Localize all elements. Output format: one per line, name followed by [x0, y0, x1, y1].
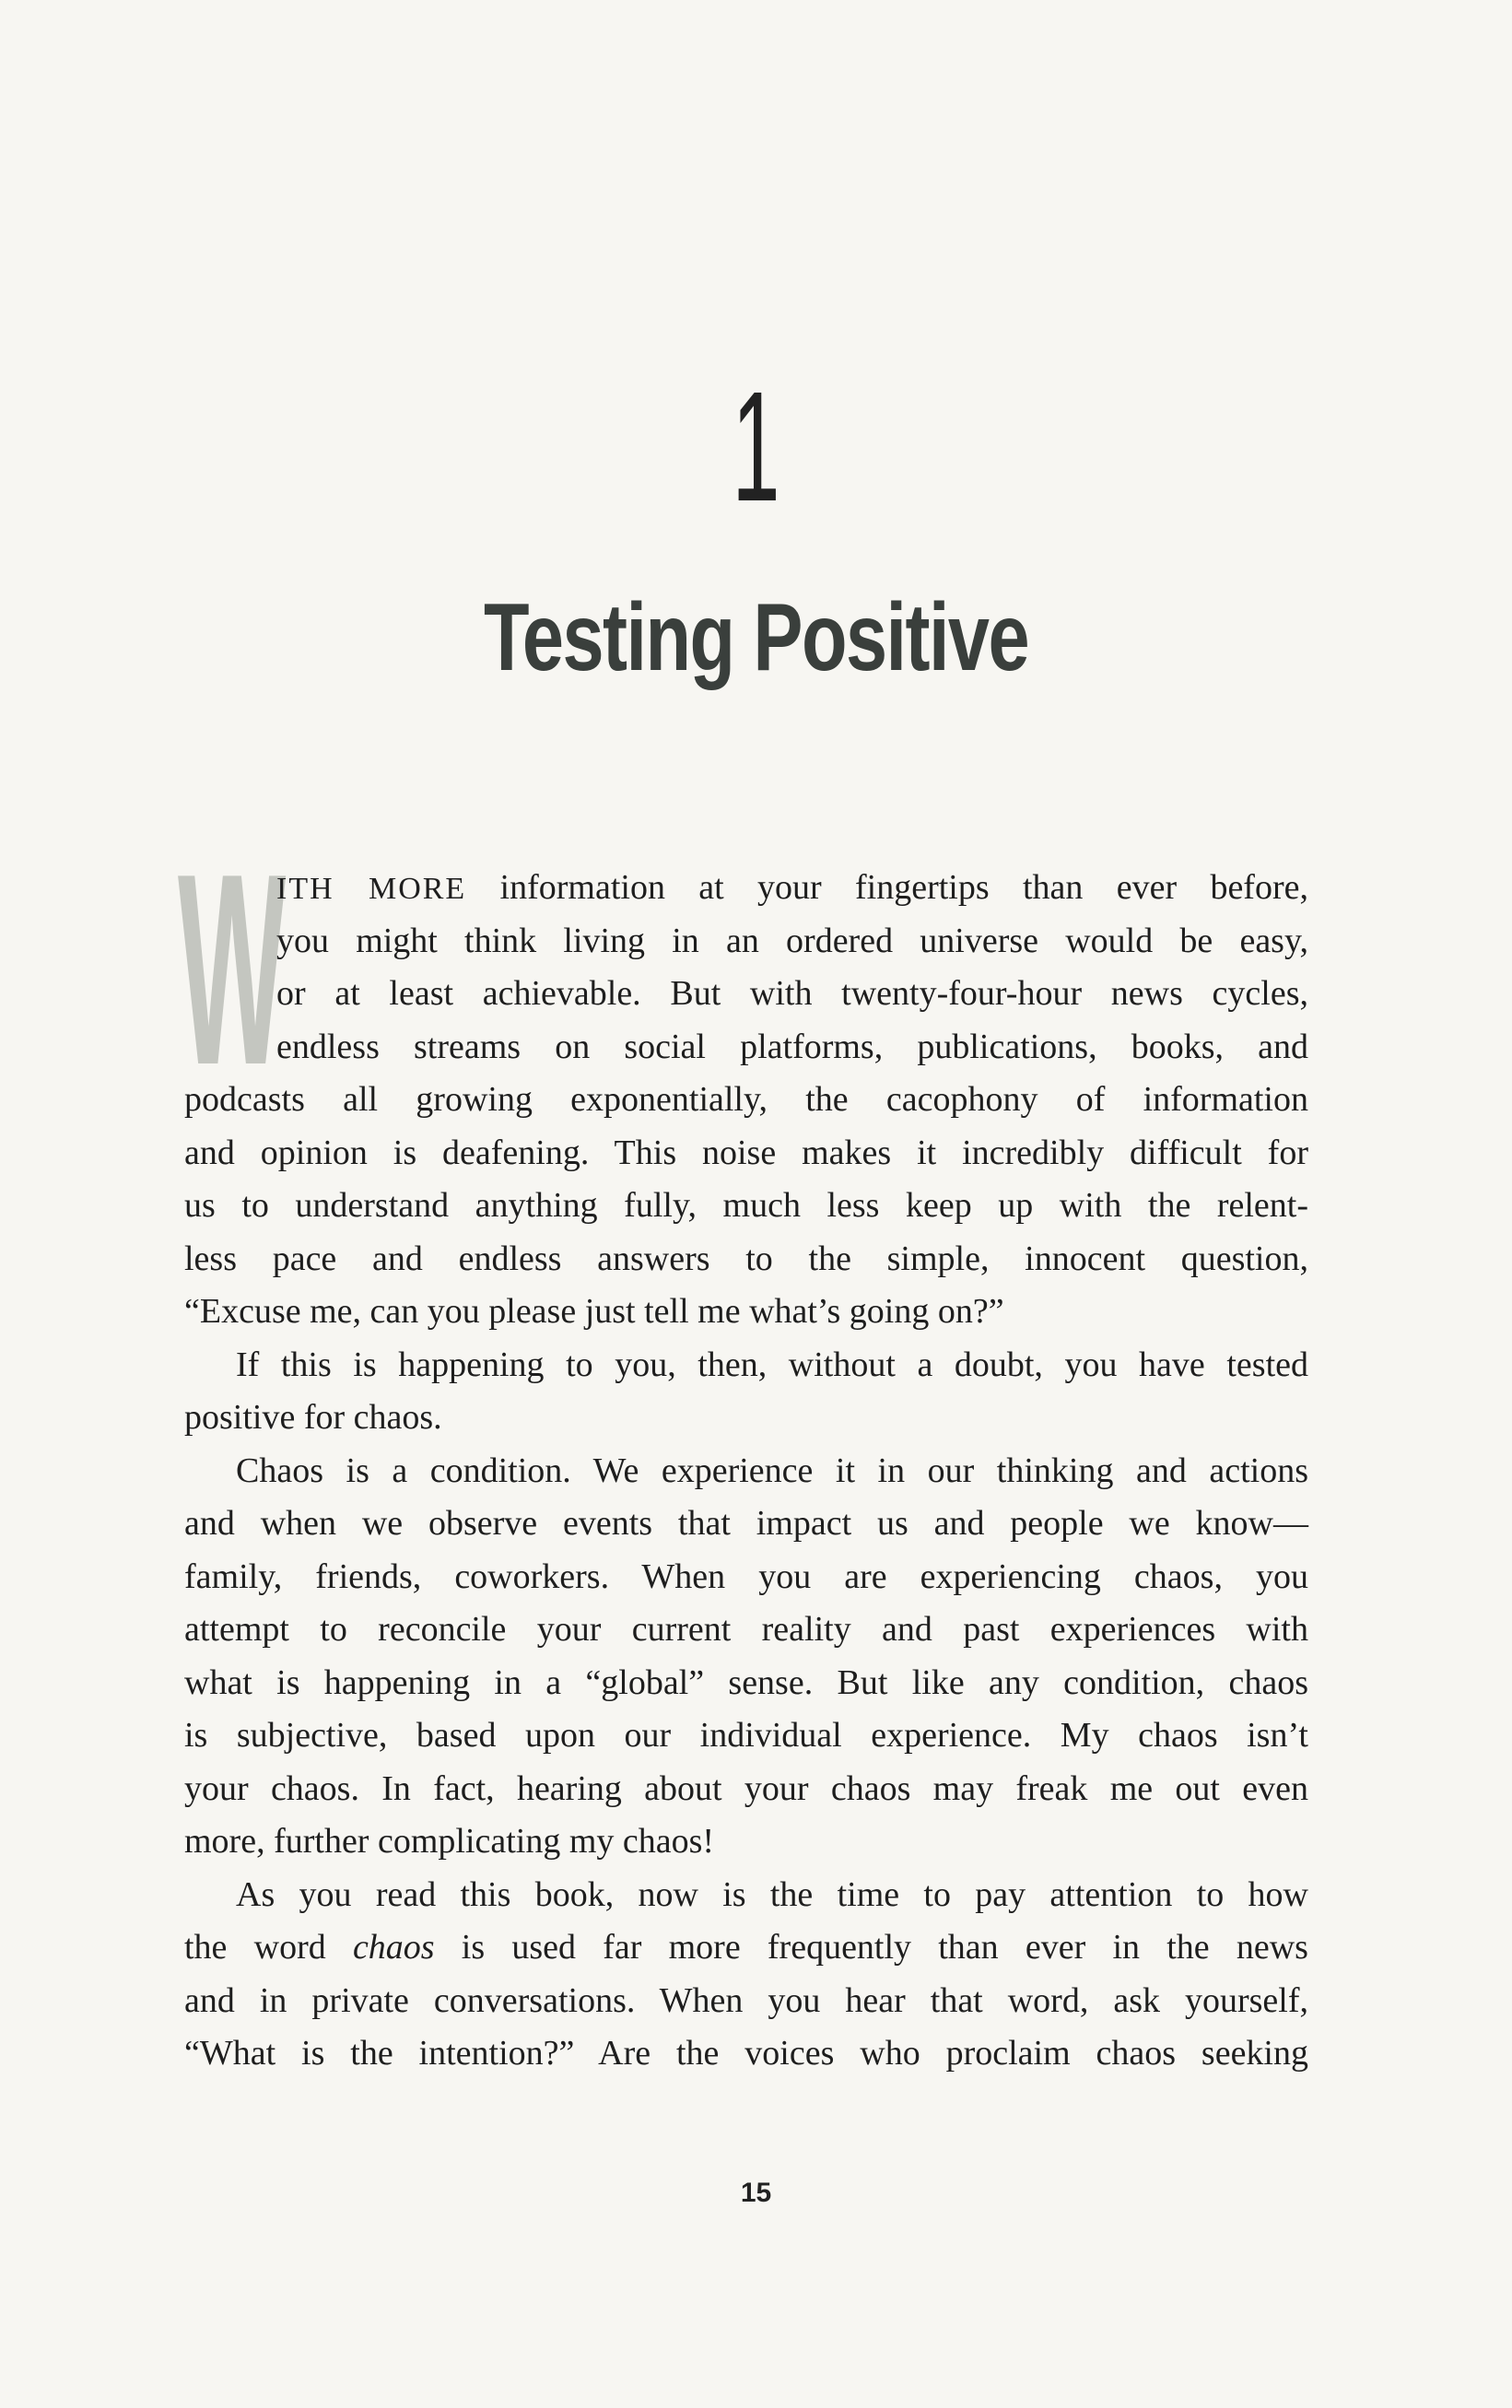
text-line: Chaos is a condition. We experience it in our thinking and actions: [236, 1451, 1308, 1490]
text-line: As you read this book, now is the time to pay attention to how: [236, 1874, 1308, 1914]
text-line: your chaos. In fact, hearing about your chaos may freak me out even: [184, 1768, 1308, 1808]
text-line: what is happening in a “global” sense. But like any condition, chaos: [184, 1662, 1308, 1702]
text-line: you might think living in an ordered universe would be easy,: [276, 921, 1308, 960]
text-line: “What is the intention?” Are the voices who proclaim chaos seeking: [184, 2034, 1308, 2073]
text-line: and opinion is deafening. This noise makes it incredibly difficult for: [184, 1133, 1308, 1172]
text-span: the word: [184, 1928, 353, 1967]
text-line: “Excuse me, can you please just tell me what’s going on?”: [184, 1292, 1004, 1331]
emphasis-word: chaos: [352, 1928, 435, 1967]
text-line: family, friends, coworkers. When you are experiencing chaos, you: [184, 1556, 1308, 1596]
text-line: [184, 862, 1308, 915]
text-span: is used far more frequently than ever in the news: [434, 1928, 1308, 1967]
text-line: If this is happening to you, then, without a doubt, you have tested: [236, 1345, 1308, 1384]
text-line: more, further complicating my chaos!: [184, 1822, 715, 1861]
text-line: is subjective, based upon our individual experience. My chaos isn’t: [184, 1716, 1308, 1755]
text-line: [184, 1921, 1308, 1975]
page-number: 15: [740, 2178, 772, 2208]
text-span: information at your fingertips than ever before,: [466, 868, 1308, 907]
body-text: [184, 862, 1308, 2081]
text-line: us to understand anything fully, much less keep up with the relent-: [184, 1186, 1308, 1225]
text-line: attempt to reconcile your current reality and past experiences with: [184, 1610, 1308, 1649]
text-line: or at least achievable. But with twenty-four-hour news cycles,: [276, 974, 1308, 1013]
text-line: less pace and endless answers to the simple, innocent question,: [184, 1239, 1308, 1278]
opening-smallcaps: ITH MORE: [276, 872, 467, 906]
text-line: and in private conversations. When you hear that word, ask yourself,: [184, 1980, 1308, 2020]
text-line: and when we observe events that impact us and people we know—: [184, 1504, 1308, 1543]
drop-cap-letter: W: [178, 816, 287, 1122]
text-line: positive for chaos.: [184, 1398, 442, 1437]
text-line: podcasts all growing exponentially, the cacophony of information: [184, 1080, 1308, 1119]
chapter-number: 1: [732, 359, 780, 534]
chapter-title: Testing Positive: [483, 584, 1029, 691]
text-line: endless streams on social platforms, publications, books, and: [276, 1027, 1308, 1066]
